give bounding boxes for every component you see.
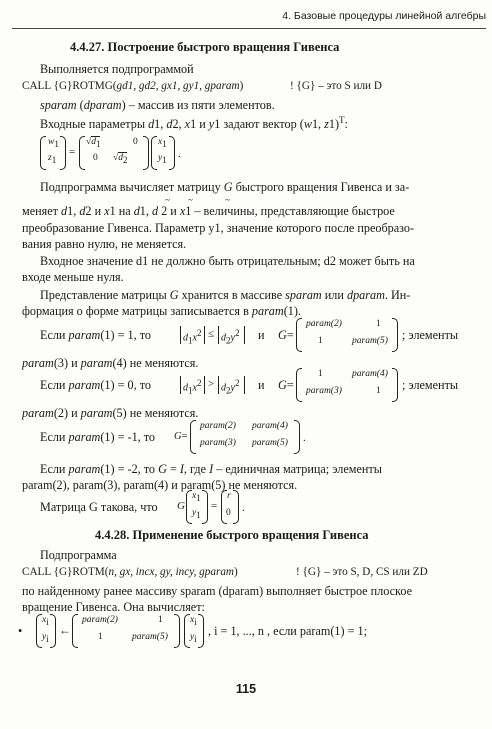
case4-line1: Если param(1) = -2, то G = I, где I – единичная матрица; элементы bbox=[40, 462, 382, 476]
cell-z1: $z_1$ bbox=[48, 153, 57, 165]
cond-right-term: $d_2y^2$ bbox=[221, 328, 240, 346]
cond-right-term: $d_2y^2$ bbox=[221, 378, 240, 396]
input-text-k: 1, bbox=[311, 117, 325, 132]
para4-line2: формация о форме матрицы записывается в param(1). bbox=[22, 304, 301, 318]
cell-21: 1 bbox=[318, 336, 323, 346]
case1-after: param(3) и param(4) не меняются. bbox=[22, 356, 199, 370]
input-sup-t: T bbox=[339, 115, 345, 125]
paren-right bbox=[143, 136, 149, 170]
para428-line2: вращение Гивенса. Она вычисляет: bbox=[22, 600, 205, 614]
final-eq: = bbox=[211, 500, 218, 512]
paren-right bbox=[60, 136, 66, 170]
para-intro-428: Подпрограмма bbox=[40, 548, 117, 562]
cell-22: param(5) bbox=[352, 336, 388, 346]
cond-left-term: $d_1x^2$ bbox=[183, 328, 202, 346]
final-lead: Матрица G такова, что bbox=[40, 500, 158, 514]
case3-end: . bbox=[303, 432, 306, 444]
final-vector-r0: r 0 bbox=[221, 490, 239, 524]
sqrt-matrix bbox=[79, 136, 149, 170]
cell-12: param(4) bbox=[352, 369, 388, 379]
case1-and: и bbox=[258, 328, 265, 342]
vector-xi-yi: $x_i$ $y_i$ bbox=[36, 614, 56, 648]
case4-line2: param(2), param(3), param(4) и param(5) не меняются. bbox=[22, 478, 298, 492]
dparam-term: dparam bbox=[83, 98, 122, 112]
case3-lead: Если param(1) = -1, то bbox=[40, 430, 156, 444]
cell-sqrt-d2: $√d_2$ bbox=[113, 153, 128, 165]
abs-bar bbox=[180, 326, 181, 344]
tilde-mark-d1: ~ bbox=[165, 195, 170, 205]
cell-w1: $w_1$ bbox=[48, 137, 59, 149]
paren-left bbox=[151, 136, 157, 170]
page-number: 115 bbox=[235, 682, 257, 696]
input-var-w: w bbox=[303, 117, 312, 132]
header-rule bbox=[12, 28, 486, 29]
case1-G: G= bbox=[278, 328, 294, 342]
cell-21: param(3) bbox=[200, 438, 236, 448]
input-var-d: d bbox=[148, 117, 155, 132]
cell-11: param(2) bbox=[306, 319, 342, 329]
call-rotmg-prefix: CALL {G}ROTMG( bbox=[22, 80, 117, 92]
equals-sign: = bbox=[69, 146, 76, 158]
vector-equation-1 bbox=[40, 136, 200, 170]
bullet: • bbox=[18, 624, 23, 638]
sparam-line bbox=[40, 98, 275, 113]
case3-G: G= bbox=[174, 431, 188, 442]
cell-11: param(2) bbox=[200, 421, 236, 431]
cond-left-term: $d_1x^2$ bbox=[183, 378, 202, 396]
call-rotm-comment: ! {G} – это S, D, CS или ZD bbox=[296, 566, 428, 578]
section-heading-4-4-27: 4.4.27. Построение быстрого вращения Гивенса bbox=[70, 40, 340, 54]
call-rotmg-comment: ! {G} – это S или D bbox=[290, 80, 382, 92]
case2-and: и bbox=[258, 378, 265, 392]
final-equation bbox=[40, 490, 300, 524]
arrow-left: ← bbox=[59, 623, 71, 637]
cell-y1: $y_1$ bbox=[158, 153, 167, 165]
case2-block bbox=[40, 368, 485, 402]
call-rotmg-args: gd1, gd2, gx1, gy1, gparam bbox=[116, 80, 240, 92]
input-var-d2: d bbox=[166, 117, 173, 132]
abs-bar bbox=[244, 326, 245, 344]
input-text-i: 1 задают вектор ( bbox=[214, 117, 304, 132]
case2-after: param(2) и param(5) не меняются. bbox=[22, 406, 199, 420]
case2-G: G= bbox=[278, 378, 294, 392]
running-header: 4. Базовые процедуры линейной алгебры bbox=[282, 10, 486, 22]
sparam-term: sparam bbox=[40, 98, 77, 112]
rotation-matrix: param(2) 1 1 param(5) bbox=[72, 614, 180, 648]
paren-left bbox=[79, 136, 85, 170]
case3-matrix bbox=[190, 420, 300, 454]
para3-line1: Входное значение d1 не должно быть отрицательным; d2 может быть на bbox=[40, 254, 415, 268]
para3-line2: входе меньше нуля. bbox=[22, 270, 124, 284]
para2-line2: меняет d1, d2 и x1 на d1, d 2 и x1 – величины, представляющие быстрое bbox=[22, 204, 395, 218]
section-heading-4-4-28: 4.4.28. Применение быстрого вращения Гивенса bbox=[95, 528, 369, 542]
cell-22: 1 bbox=[376, 386, 381, 396]
case3-block bbox=[40, 420, 340, 454]
case1-lead: Если param(1) = 1, то bbox=[40, 328, 151, 342]
input-text-g: 1 и bbox=[190, 117, 209, 132]
para2-line3: преобразование Гивенса. Параметр y1, значение которого после преобразо- bbox=[22, 221, 415, 235]
final-G: G bbox=[177, 500, 185, 512]
para4-line1: Представление матрицы G хранится в массиве sparam или dparam. Ин- bbox=[40, 288, 411, 302]
paren-left bbox=[40, 136, 46, 170]
vector-wz bbox=[40, 136, 66, 170]
call-rotmg-line bbox=[22, 80, 243, 92]
tilde-mark-x1: ~ bbox=[225, 195, 230, 205]
para-intro: Выполняется подпрограммой bbox=[40, 62, 194, 76]
case2-tail: ; элементы bbox=[402, 378, 459, 392]
input-params-line bbox=[40, 115, 348, 132]
case1-block bbox=[40, 318, 485, 352]
input-text-a: Входные параметры bbox=[40, 117, 149, 132]
cell-zero-1: 0 bbox=[133, 137, 138, 147]
call-rotm-line: CALL {G}ROTM(n, gx, incx, gy, incy, gparam) bbox=[22, 566, 238, 578]
abs-bar bbox=[204, 326, 205, 344]
input-text-m: 1) bbox=[328, 117, 340, 132]
cond-op-gt: > bbox=[208, 378, 215, 390]
para2-line4: вания равно нулю, не меняется. bbox=[22, 237, 187, 251]
sparam-open: ( bbox=[76, 98, 84, 112]
cell-zero-2: 0 bbox=[93, 153, 98, 163]
input-colon: : bbox=[344, 117, 348, 132]
case2-lead: Если param(1) = 0, то bbox=[40, 378, 151, 392]
paren-right bbox=[169, 136, 175, 170]
tilde-mark-d2: ~ bbox=[188, 195, 193, 205]
case1-matrix bbox=[296, 318, 398, 352]
input-var-x: x bbox=[184, 117, 191, 132]
cell-x1: $x_1$ bbox=[158, 137, 167, 149]
vector-xy bbox=[151, 136, 175, 170]
sparam-desc: ) – массив из пяти элементов. bbox=[121, 98, 275, 112]
cell-22: param(5) bbox=[252, 438, 288, 448]
bullet-formula bbox=[18, 614, 488, 648]
input-var-y: y bbox=[208, 117, 215, 132]
period: . bbox=[178, 148, 181, 160]
cell-12: param(4) bbox=[252, 421, 288, 431]
cell-11: 1 bbox=[318, 369, 323, 379]
cell-sqrt-d1: $√d_1$ bbox=[86, 137, 101, 149]
cell-12: 1 bbox=[376, 319, 381, 329]
para428-line1: по найденному ранее массиву sparam (dparam) выполняет быстрое плоское bbox=[22, 584, 413, 598]
cell-21: param(3) bbox=[306, 386, 342, 396]
input-text-c: 1, bbox=[154, 117, 167, 132]
call-rotmg-close: ) bbox=[239, 80, 244, 92]
final-vector-xy: $x_1$ $y_1$ bbox=[186, 490, 208, 524]
case1-tail: ; элементы bbox=[402, 328, 459, 342]
case2-matrix bbox=[296, 368, 398, 402]
final-end: . bbox=[242, 502, 245, 514]
formula-tail: , i = 1, ..., n , если param(1) = 1; bbox=[208, 624, 367, 638]
input-text-e: 2, bbox=[172, 117, 185, 132]
abs-bar bbox=[218, 326, 219, 344]
vector-xi-yi-rhs: $x_i$ $y_i$ bbox=[184, 614, 204, 648]
para2-line1: Подпрограмма вычисляет матрицу G быстрого вращения Гивенса и за- bbox=[40, 180, 410, 194]
input-var-z: z bbox=[324, 117, 329, 132]
cond-op-le: ≤ bbox=[208, 328, 215, 340]
